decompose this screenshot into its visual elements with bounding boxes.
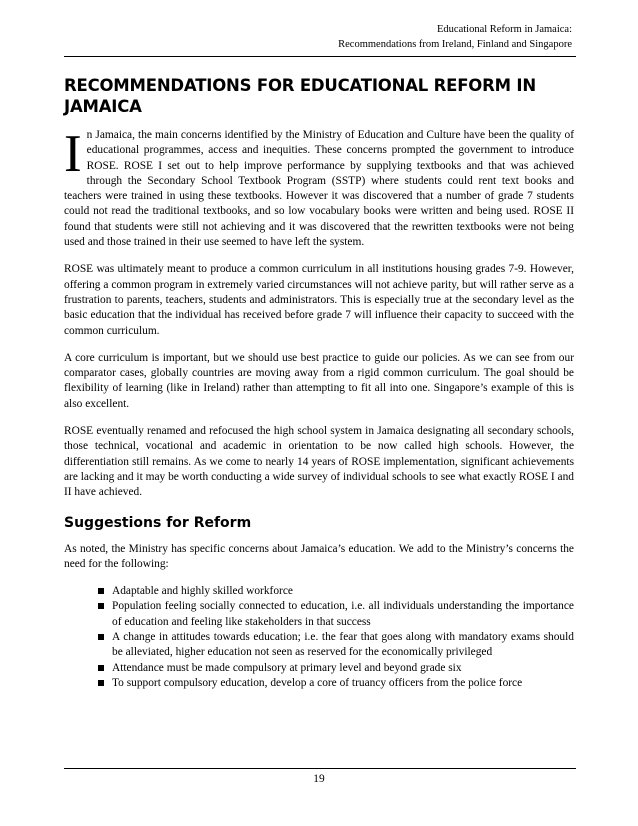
list-item-text: Population feeling socially connected to education, i.e. all individuals understanding the importance of education and feeling like stakeholders in that success: [112, 600, 574, 628]
list-item-text: Adaptable and highly skilled workforce: [112, 585, 293, 598]
list-item: [98, 584, 574, 599]
list-item: [98, 661, 574, 676]
suggestions-list: [64, 584, 574, 691]
page-number: 19: [313, 773, 325, 785]
square-bullet-icon: [98, 665, 104, 671]
paragraph-core-curriculum: A core curriculum is important, but we should use best practice to guide our policies. As we can see from our comparator cases, globally countries are moving away from a rigid common curriculum. The goal should be flexibility of learning (like in Ireland) rather than attempting to fit all into one. Singapore’s example of this is also excellent.: [64, 351, 574, 410]
square-bullet-icon: [98, 588, 104, 594]
list-item-text: A change in attitudes towards education; i.e. the fear that goes along with mandatory exams should be alleviated, higher education not seen as reserved for the economically privileged: [112, 631, 574, 659]
list-item-text: Attendance must be made compulsory at primary level and beyond grade six: [112, 661, 462, 674]
square-bullet-icon: [98, 634, 104, 640]
square-bullet-icon: [98, 680, 104, 686]
square-bullet-icon: [98, 603, 104, 609]
list-item: [98, 599, 574, 630]
drop-cap: I: [64, 125, 82, 183]
suggestions-intro: As noted, the Ministry has specific concerns about Jamaica’s education. We add to the Ministry’s concerns the need for the following:: [64, 542, 574, 570]
list-item-text: To support compulsory education, develop a core of truancy officers from the police force: [112, 676, 523, 689]
list-item: [98, 676, 574, 691]
page-title: RECOMMENDATIONS FOR EDUCATIONAL REFORM IN JAMAICA: [64, 76, 536, 116]
running-header-line-2: Recommendations from Ireland, Finland and Singapore: [338, 39, 572, 50]
intro-paragraph: [64, 125, 574, 250]
suggestions-heading: Suggestions for Reform: [64, 514, 252, 531]
intro-text: n Jamaica, the main concerns identified by the Ministry of Education and Culture have been the quality of educational programmes, access and inequities. These concerns prompted the government to introduce ROSE. ROSE I set out to help improve performance by supplying textbooks and that was achieved through the Secondary School Textbook Program (SSTP) where students could rent text books and teachers were trained in using these textbooks. However it was discovered that a number of grade 7 students could not read the traditional textbooks, and so low vocabulary books were written and being used. ROSE II found that students were still not achieving and it was discovered that the rewritten textbooks were not being used and those trained in their use seemed to have left the system.: [64, 129, 574, 249]
header-rule: [64, 56, 576, 57]
paragraph-rose-curriculum: ROSE was ultimately meant to produce a common curriculum in all institutions housing grades 7-9. However, offering a common program in extremely varied circumstances will not achieve parity, but will rather serve as a frustration to parents, teachers, students and administrators. This is especially true at the secondary level as the basic education that the individual has received before grade 7 will influence their capacity to succeed with the common curriculum.: [64, 263, 574, 337]
running-header: [338, 22, 572, 52]
footer-rule: [64, 768, 576, 769]
body-text: [64, 125, 574, 691]
paragraph-rose-refocus: ROSE eventually renamed and refocused the high school system in Jamaica designating all secondary schools, those technical, vocational and academic in orientation to be now called high schools. However, the differentiation still remains. As we come to nearly 14 years of ROSE implementation, significant achievements are lacking and it may be worth conducting a wide survey of individual schools to see what exactly ROSE I and II have achieved.: [64, 425, 574, 499]
running-header-line-1: Educational Reform in Jamaica:: [437, 24, 572, 35]
list-item: [98, 630, 574, 661]
